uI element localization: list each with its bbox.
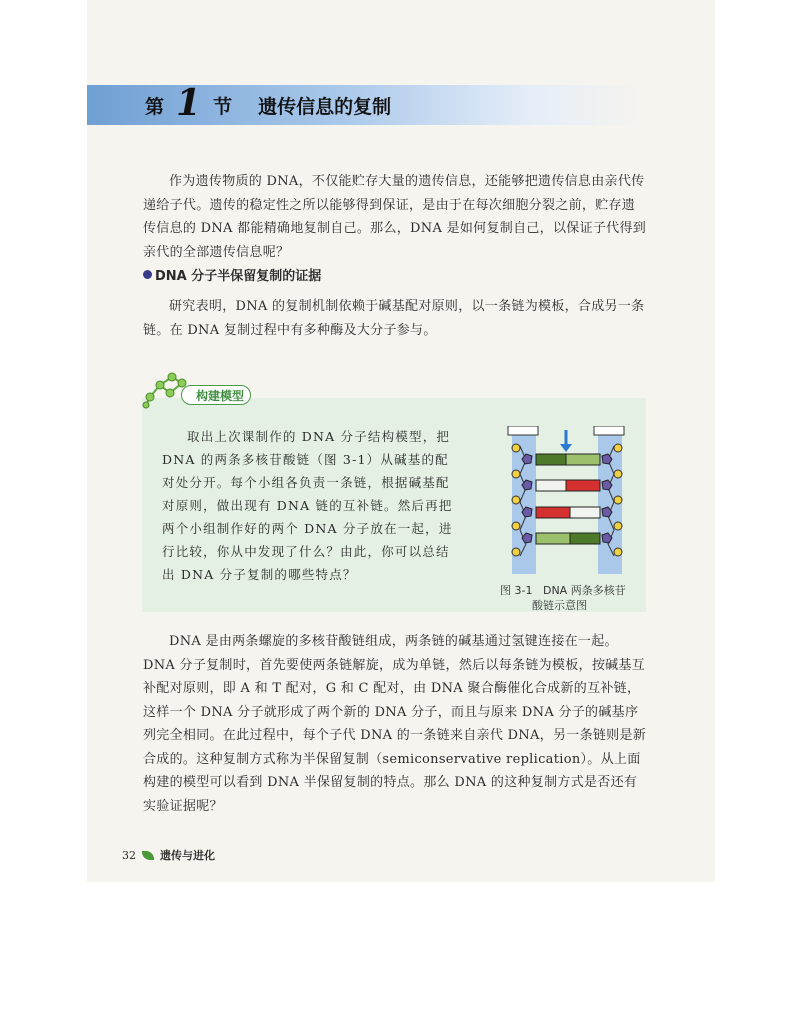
figure-caption-line2: 酸链示意图 <box>532 599 587 612</box>
figure-caption-number: 图 3-1 <box>500 584 533 597</box>
activity-text: 取出上次课制作的 DNA 分子结构模型，把 DNA 的两条多核苷酸链（图 3-1）从碱基的配对处分开。每个小组各负责一条链，根据碱基配对原则，做出现有 DNA 链的互补链。然后再把两个小组制作好的两个 DNA 分子放在一起，进行比较，你从中发现了什么？由此，你可以总结出 DNA 分子复制的哪些特点？ <box>162 429 453 582</box>
arrow-head-icon <box>560 444 572 452</box>
subsection-heading-text: DNA 分子半保留复制的证据 <box>155 269 322 284</box>
bullet-dot-icon <box>143 270 152 279</box>
figure-caption-line1: DNA 两条多核苷 <box>542 584 626 597</box>
intro-paragraph <box>143 170 647 264</box>
base-pair-2 <box>536 480 600 491</box>
section-prefix: 第 <box>145 95 165 118</box>
section-title <box>145 82 392 125</box>
replication-text: DNA 是由两条螺旋的多核苷酸链组成，两条链的碱基通过氢键连接在一起。DNA 分子复制时，首先要使两条链解旋，成为单链，然后以每条链为模板，按碱基互补配对原则，即 A 和 T 配对，G 和 C 配对，由 DNA 聚合酶催化合成新的互补链，这样一个 DNA 分子就形成了两个新的 DNA 分子，而且与原来 DNA 分子的碱基序列完全相同。在此过程中，每个子代 DNA 的一条链来自亲代 DNA，另一条链则是新合成的。这种复制方式称为半保留复制（semiconservative replication）。从上面构建的模型可以看到 DNA 半保留复制的特点。那么 DNA 的这种复制方式是否还有实验证据呢？ <box>143 634 647 814</box>
base-pair-1 <box>536 454 600 465</box>
base-pair-4 <box>536 533 600 544</box>
dna-strand-diagram <box>506 426 630 578</box>
intro-text: 作为遗传物质的 DNA，不仅能贮存大量的遗传信息，还能够把遗传信息由亲代传递给子代。遗传的稳定性之所以能够得到保证，是由于在每次细胞分裂之前，贮存遗传信息的 DNA 都能精确地复制自己。那么，DNA 是如何复制自己，以保证子代得到亲代的全部遗传信息呢？ <box>143 174 647 260</box>
section-title-text: 遗传信息的复制 <box>258 95 392 118</box>
activity-text-block <box>162 425 462 586</box>
base-pair-3 <box>536 507 600 518</box>
activity-badge: 构建模型 <box>181 385 251 405</box>
page-footer <box>122 847 215 863</box>
replication-paragraph <box>143 630 647 818</box>
page-number: 32 <box>122 848 136 862</box>
research-text: 研究表明，DNA 的复制机制依赖于碱基配对原则，以一条链为模板，合成另一条链。在 DNA 复制过程中有多种酶及大分子参与。 <box>143 299 645 338</box>
right-strand-cap <box>594 426 624 435</box>
leaf-icon <box>142 851 154 860</box>
book-title: 遗传与进化 <box>160 849 215 862</box>
figure-caption <box>500 583 650 613</box>
subsection-heading <box>143 265 321 284</box>
left-strand-cap <box>508 426 538 435</box>
section-number: 1 <box>176 82 202 124</box>
section-suffix: 节 <box>213 95 233 118</box>
research-paragraph <box>143 295 647 342</box>
